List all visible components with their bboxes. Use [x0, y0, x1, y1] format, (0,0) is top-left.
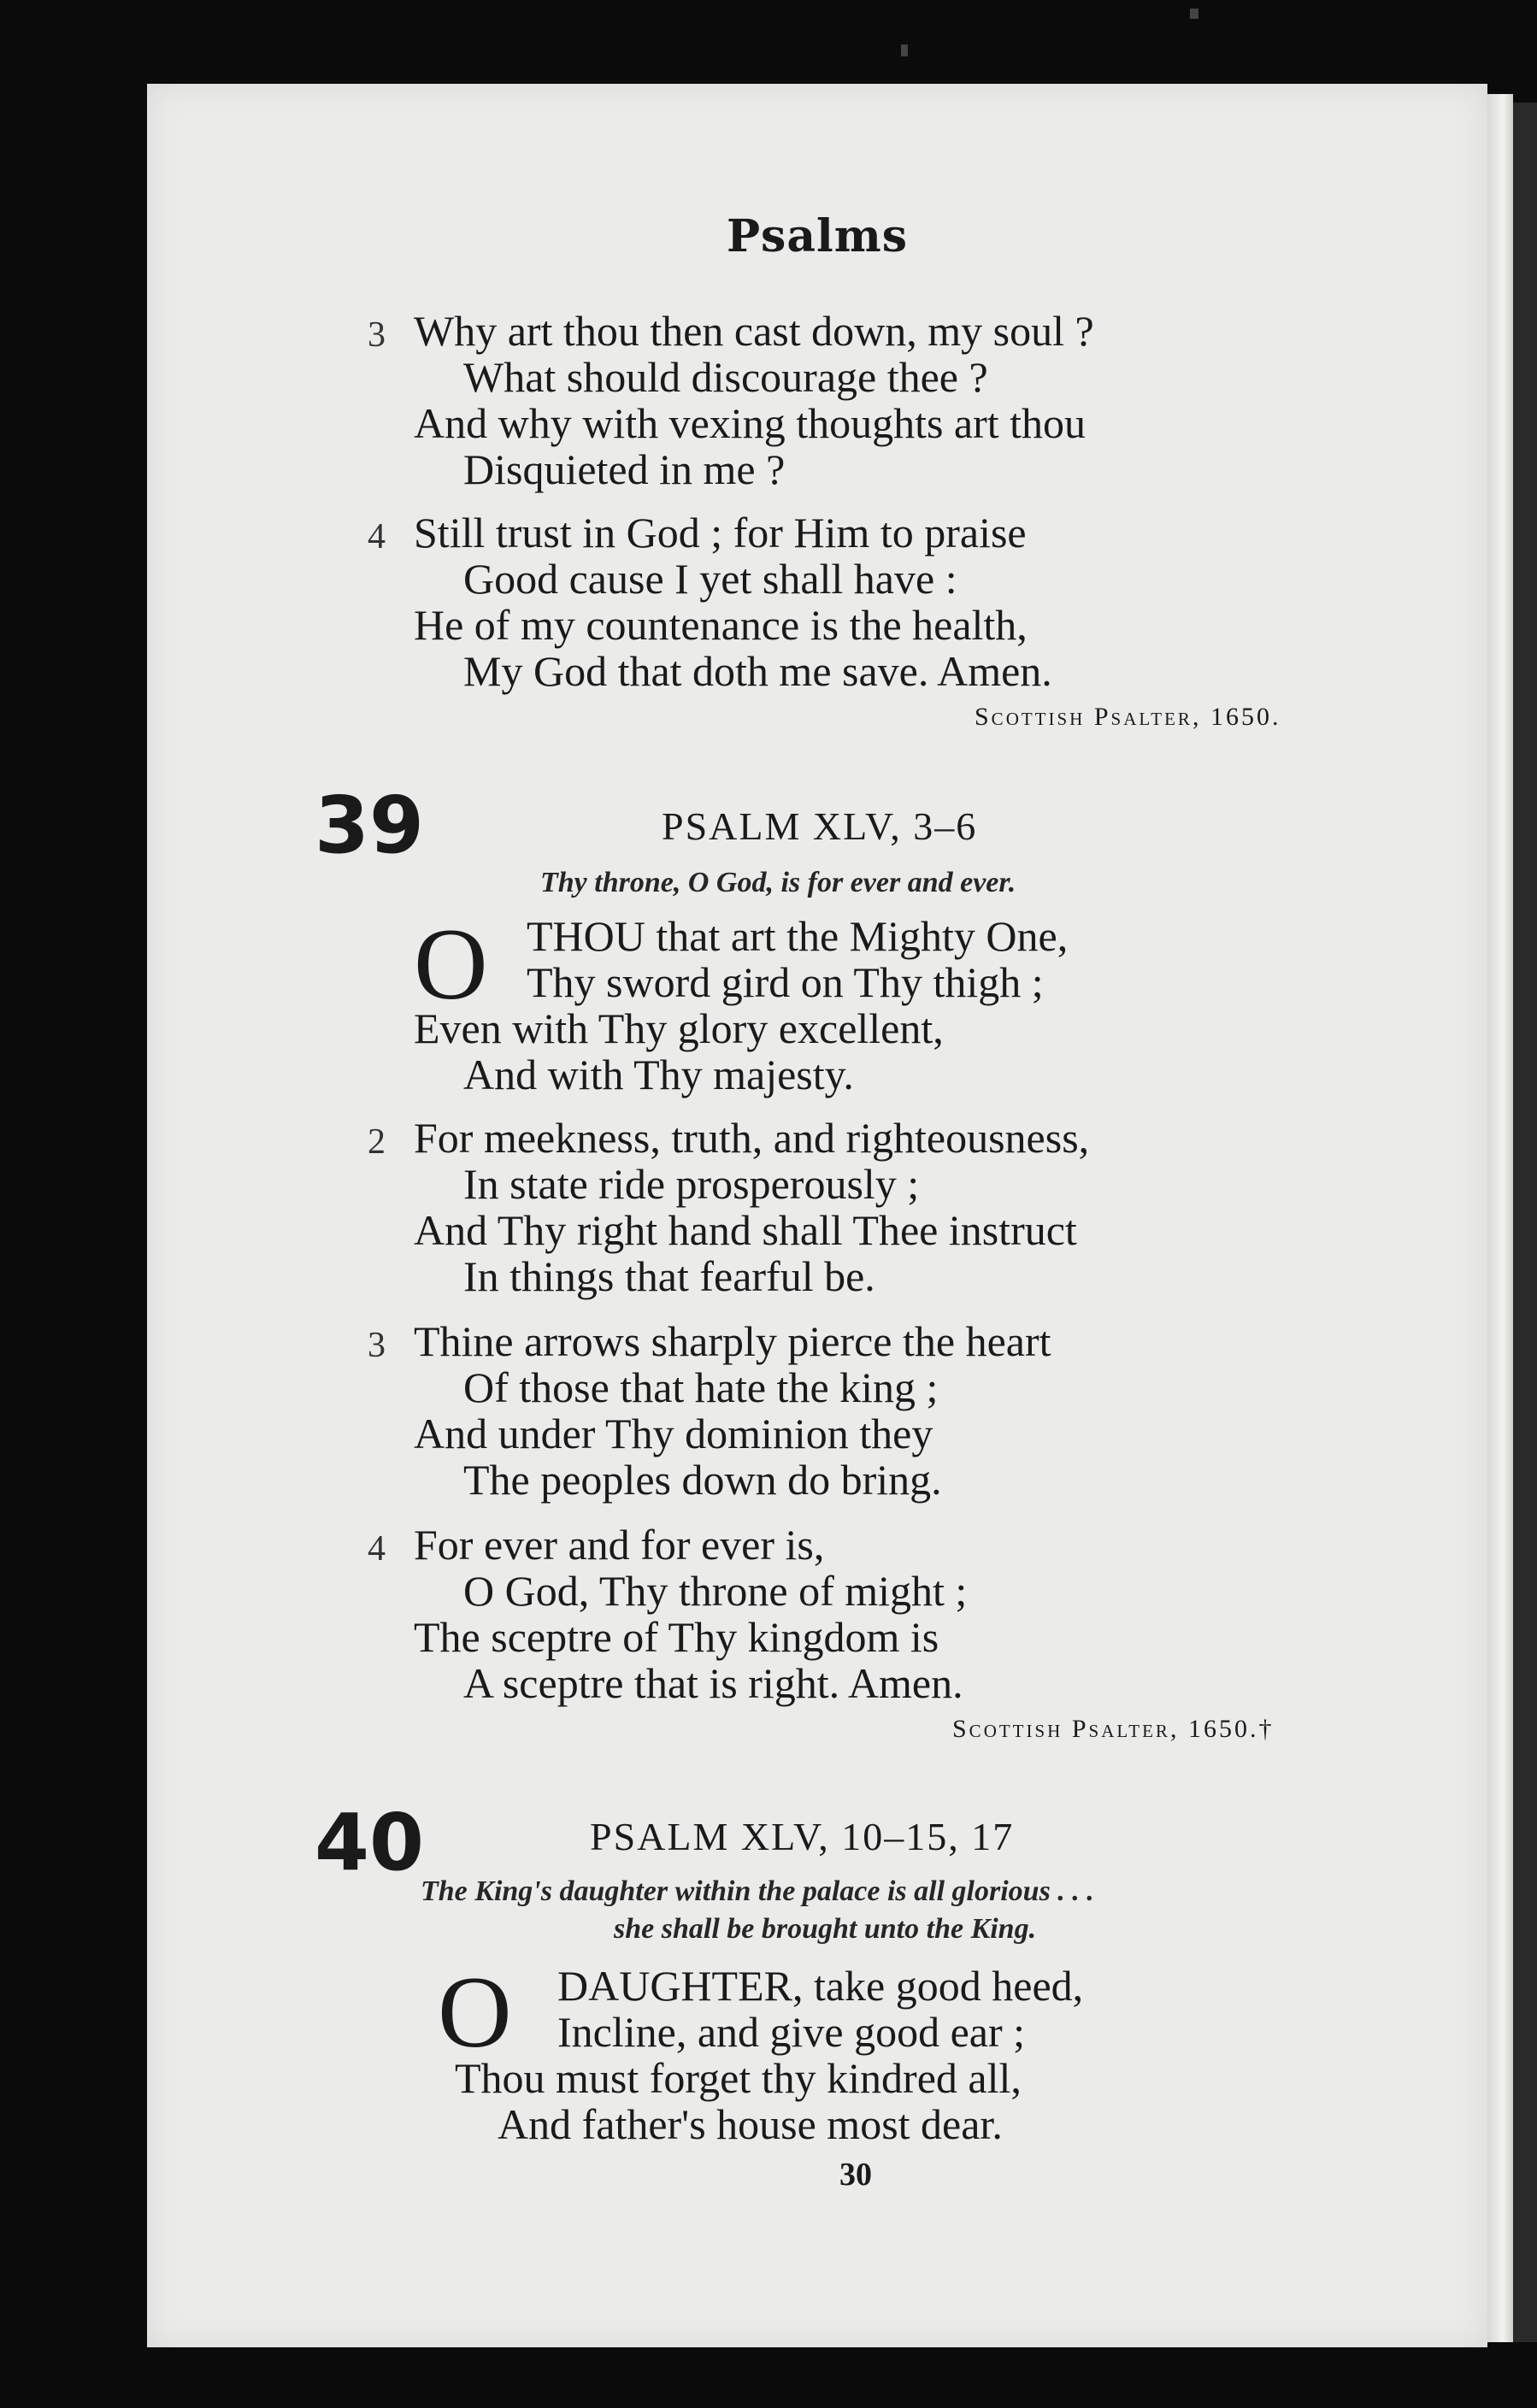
epigraph: she shall be brought unto the King.: [614, 1913, 1037, 1945]
epigraph: Thy throne, O God, is for ever and ever.: [540, 867, 1016, 898]
stanza-number: 3: [368, 1326, 386, 1365]
scan-speck: [901, 44, 908, 56]
page-edge: [1487, 94, 1513, 2342]
verse-line: In state ride prosperously ;: [463, 1160, 920, 1208]
verse-line: The peoples down do bring.: [463, 1456, 942, 1504]
verse-line: Thou must forget thy kindred all,: [455, 2054, 1022, 2102]
verse-line: And with Thy majesty.: [463, 1051, 854, 1098]
scan-speck: [1190, 9, 1198, 19]
verse-line: Still trust in God ; for Him to praise: [414, 509, 1027, 556]
verse-line: And father's house most dear.: [498, 2100, 1003, 2148]
verse-line: My God that doth me save. Amen.: [463, 647, 1052, 695]
verse-line: Why art thou then cast down, my soul ?: [414, 307, 1094, 355]
psalm-title: PSALM XLV, 10–15, 17: [590, 1815, 1015, 1858]
verse-line: Even with Thy glory excellent,: [414, 1004, 944, 1052]
verse-line: A sceptre that is right. Amen.: [463, 1659, 963, 1707]
verse-line: Thine arrows sharply pierce the heart: [414, 1317, 1051, 1365]
verse-line: Incline, and give good ear ;: [557, 2008, 1026, 2056]
verse-line: And Thy right hand shall Thee instruct: [414, 1206, 1077, 1254]
verse-line: DAUGHTER, take good heed,: [557, 1962, 1084, 2010]
hymn-number: 39: [315, 780, 425, 871]
page-number: 30: [839, 2157, 872, 2193]
stanza-number: 4: [368, 517, 386, 556]
stanza-number: 3: [368, 315, 386, 355]
verse-line: What should discourage thee ?: [463, 353, 988, 401]
book-spine: [1513, 103, 1537, 2342]
verse-line: In things that fearful be.: [463, 1252, 875, 1300]
drop-cap: O: [438, 1955, 512, 2069]
verse-line: Disquieted in me ?: [463, 445, 786, 493]
verse-line: Thy sword gird on Thy thigh ;: [527, 958, 1044, 1006]
hymn-number: 40: [315, 1797, 425, 1888]
verse-line: O God, Thy throne of might ;: [463, 1567, 968, 1615]
verse-line: For ever and for ever is,: [414, 1521, 825, 1569]
verse-line: THOU that art the Mighty One,: [527, 912, 1069, 960]
verse-line: And why with vexing thoughts art thou: [414, 399, 1086, 447]
verse-line: The sceptre of Thy kingdom is: [414, 1613, 939, 1661]
attribution: Scottish Psalter, 1650.†: [952, 1715, 1275, 1743]
stanza-number: 4: [368, 1529, 386, 1569]
book-page: [147, 84, 1487, 2347]
verse-line: Of those that hate the king ;: [463, 1363, 939, 1411]
running-head: Psalms: [726, 210, 909, 262]
stanza-number: 2: [368, 1122, 386, 1162]
verse-line: Good cause I yet shall have :: [463, 555, 957, 603]
drop-cap: O: [414, 907, 488, 1021]
epigraph: The King's daughter within the palace is all glorious . . .: [421, 1875, 1094, 1907]
verse-line: And under Thy dominion they: [414, 1410, 933, 1457]
verse-line: He of my countenance is the health,: [414, 601, 1028, 649]
psalm-title: PSALM XLV, 3–6: [662, 804, 978, 848]
attribution: Scottish Psalter, 1650.: [975, 703, 1281, 731]
verse-line: For meekness, truth, and righteousness,: [414, 1114, 1090, 1162]
